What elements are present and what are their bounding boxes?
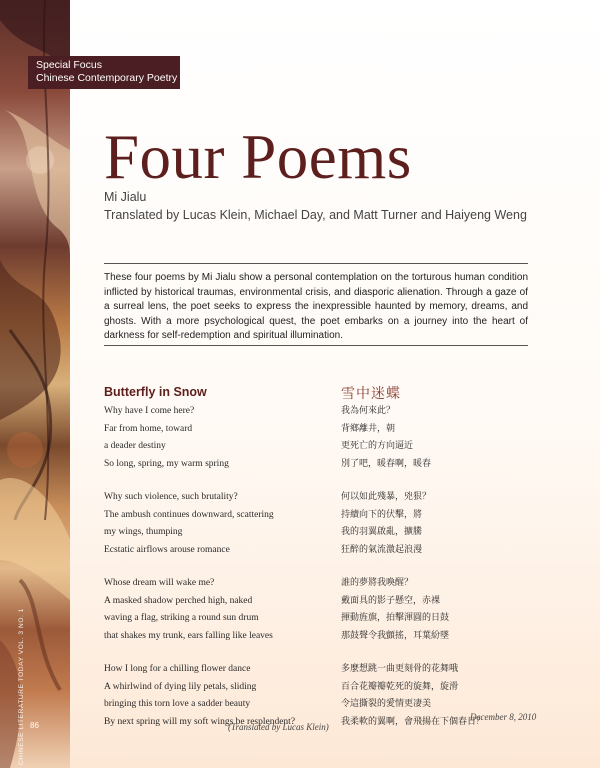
stanza-zh	[341, 489, 541, 559]
poem-line-zh: 百合花瓣瓣乾死的旋舞，旋滑	[341, 681, 459, 692]
poem-line: How I long for a chilling flower dance	[104, 664, 251, 674]
poem-line: Far from home, toward	[104, 423, 193, 434]
journal-vertical-label: CHINESE LITERATURE TODAY VOL. 3 NO. 1	[18, 607, 26, 765]
stanza-en	[104, 575, 334, 645]
poem-line: A masked shadow perched high, naked	[104, 595, 253, 606]
stanza-zh	[341, 575, 541, 645]
decorative-painting-strip	[0, 0, 70, 768]
poem-line: that shakes my trunk, ears falling like leaves	[104, 630, 273, 641]
poem-line: Why such violence, such brutality?	[104, 492, 238, 502]
poem-line: Why have I come here?	[104, 406, 195, 416]
author-name: Mi Jialu	[104, 190, 147, 204]
poem-line-zh: 別了吧，暖春啊，暖春	[341, 458, 432, 469]
poem-line-zh: 那鼓聲令我顫搖，耳葉紛墜	[341, 630, 450, 641]
poem-chinese-column	[341, 403, 541, 731]
poem-english-column	[104, 403, 334, 731]
poem-line: a deader destiny	[104, 441, 166, 451]
poem-line: waving a flag, striking a round sun drum	[104, 613, 259, 623]
poem-line-zh: 背鄉離井，朝	[341, 423, 396, 434]
poem-line-zh: 揮動旌旗，拍擊渾圓的日鼓	[341, 613, 450, 623]
poem-line-zh: 誰的夢將我喚醒？	[341, 578, 414, 588]
poem-line: my wings, thumping	[104, 527, 183, 537]
intro-top-rule	[104, 263, 528, 264]
intro-paragraph: These four poems by Mi Jialu show a personal contemplation on the torturous human condition inflicted by historical traumas, environmental crisis, and diasporic alienation. Through a gaze of a surreal lens, the poet seeks to express the inexpressible haunted by memory, dreams, and ghosts. With a more psychological quest, the poet embarks on a journey into the heart of darkness for self-redemption and spiritual illumination.	[104, 272, 528, 341]
banner-line-1: Special Focus	[36, 59, 102, 71]
poem-line-zh: 我為何來此？	[341, 406, 396, 416]
poem-line: A whirlwind of dying lily petals, sliding	[104, 681, 257, 692]
stanza-en	[104, 403, 334, 473]
poem-line: So long, spring, my warm spring	[104, 458, 229, 469]
banner-line-2: Chinese Contemporary Poetry	[36, 72, 178, 84]
poem-title-chinese: 雪中迷蝶	[341, 386, 401, 402]
intro-bottom-rule	[104, 345, 528, 346]
poem-line-zh: 令這撕裂的愛情更凄美	[341, 699, 432, 709]
poem-title-english: Butterfly in Snow	[104, 385, 207, 399]
poem-line-zh: 我柔軟的翼啊，會飛揚在下個春日？	[341, 716, 486, 727]
poem-line-zh: 狂醉的氣流激起浪漫	[341, 544, 423, 555]
poem-line: By next spring will my soft wings be resplendent?	[104, 716, 296, 727]
poem-line: Whose dream will wake me?	[104, 578, 215, 588]
poem-line-zh: 何以如此殘暴，兇狠？	[341, 492, 432, 502]
page-number: 86	[30, 721, 39, 730]
poem-line: The ambush continues downward, scattering	[104, 509, 274, 520]
poem-translator-note: (Translated by Lucas Klein)	[228, 722, 329, 732]
poem-line: Ecstatic airflows arouse romance	[104, 544, 230, 555]
stanza-en	[104, 489, 334, 559]
section-banner	[28, 56, 180, 89]
poem-line-zh: 更死亡的方向逼近	[341, 441, 414, 451]
stanza-zh	[341, 403, 541, 473]
poem-date: December 8, 2010	[470, 712, 537, 722]
poem-line-zh: 戴面具的影子懸空，赤裸	[341, 595, 441, 606]
poem-line-zh: 我的羽翼啟亂，擴騰	[341, 527, 423, 537]
stanza-en	[104, 661, 334, 731]
translators-credit: Translated by Lucas Klein, Michael Day, and Matt Turner and Haiyeng Weng	[104, 208, 527, 222]
poem-line: bringing this torn love a sadder beauty	[104, 699, 251, 709]
poem-line-zh: 多麼想跳一曲更刻骨的花舞哦	[341, 664, 459, 674]
page-title: Four Poems	[104, 122, 412, 192]
poem-line-zh: 持續向下的伏擊，將	[341, 509, 423, 520]
painting-brushwork	[0, 0, 70, 768]
